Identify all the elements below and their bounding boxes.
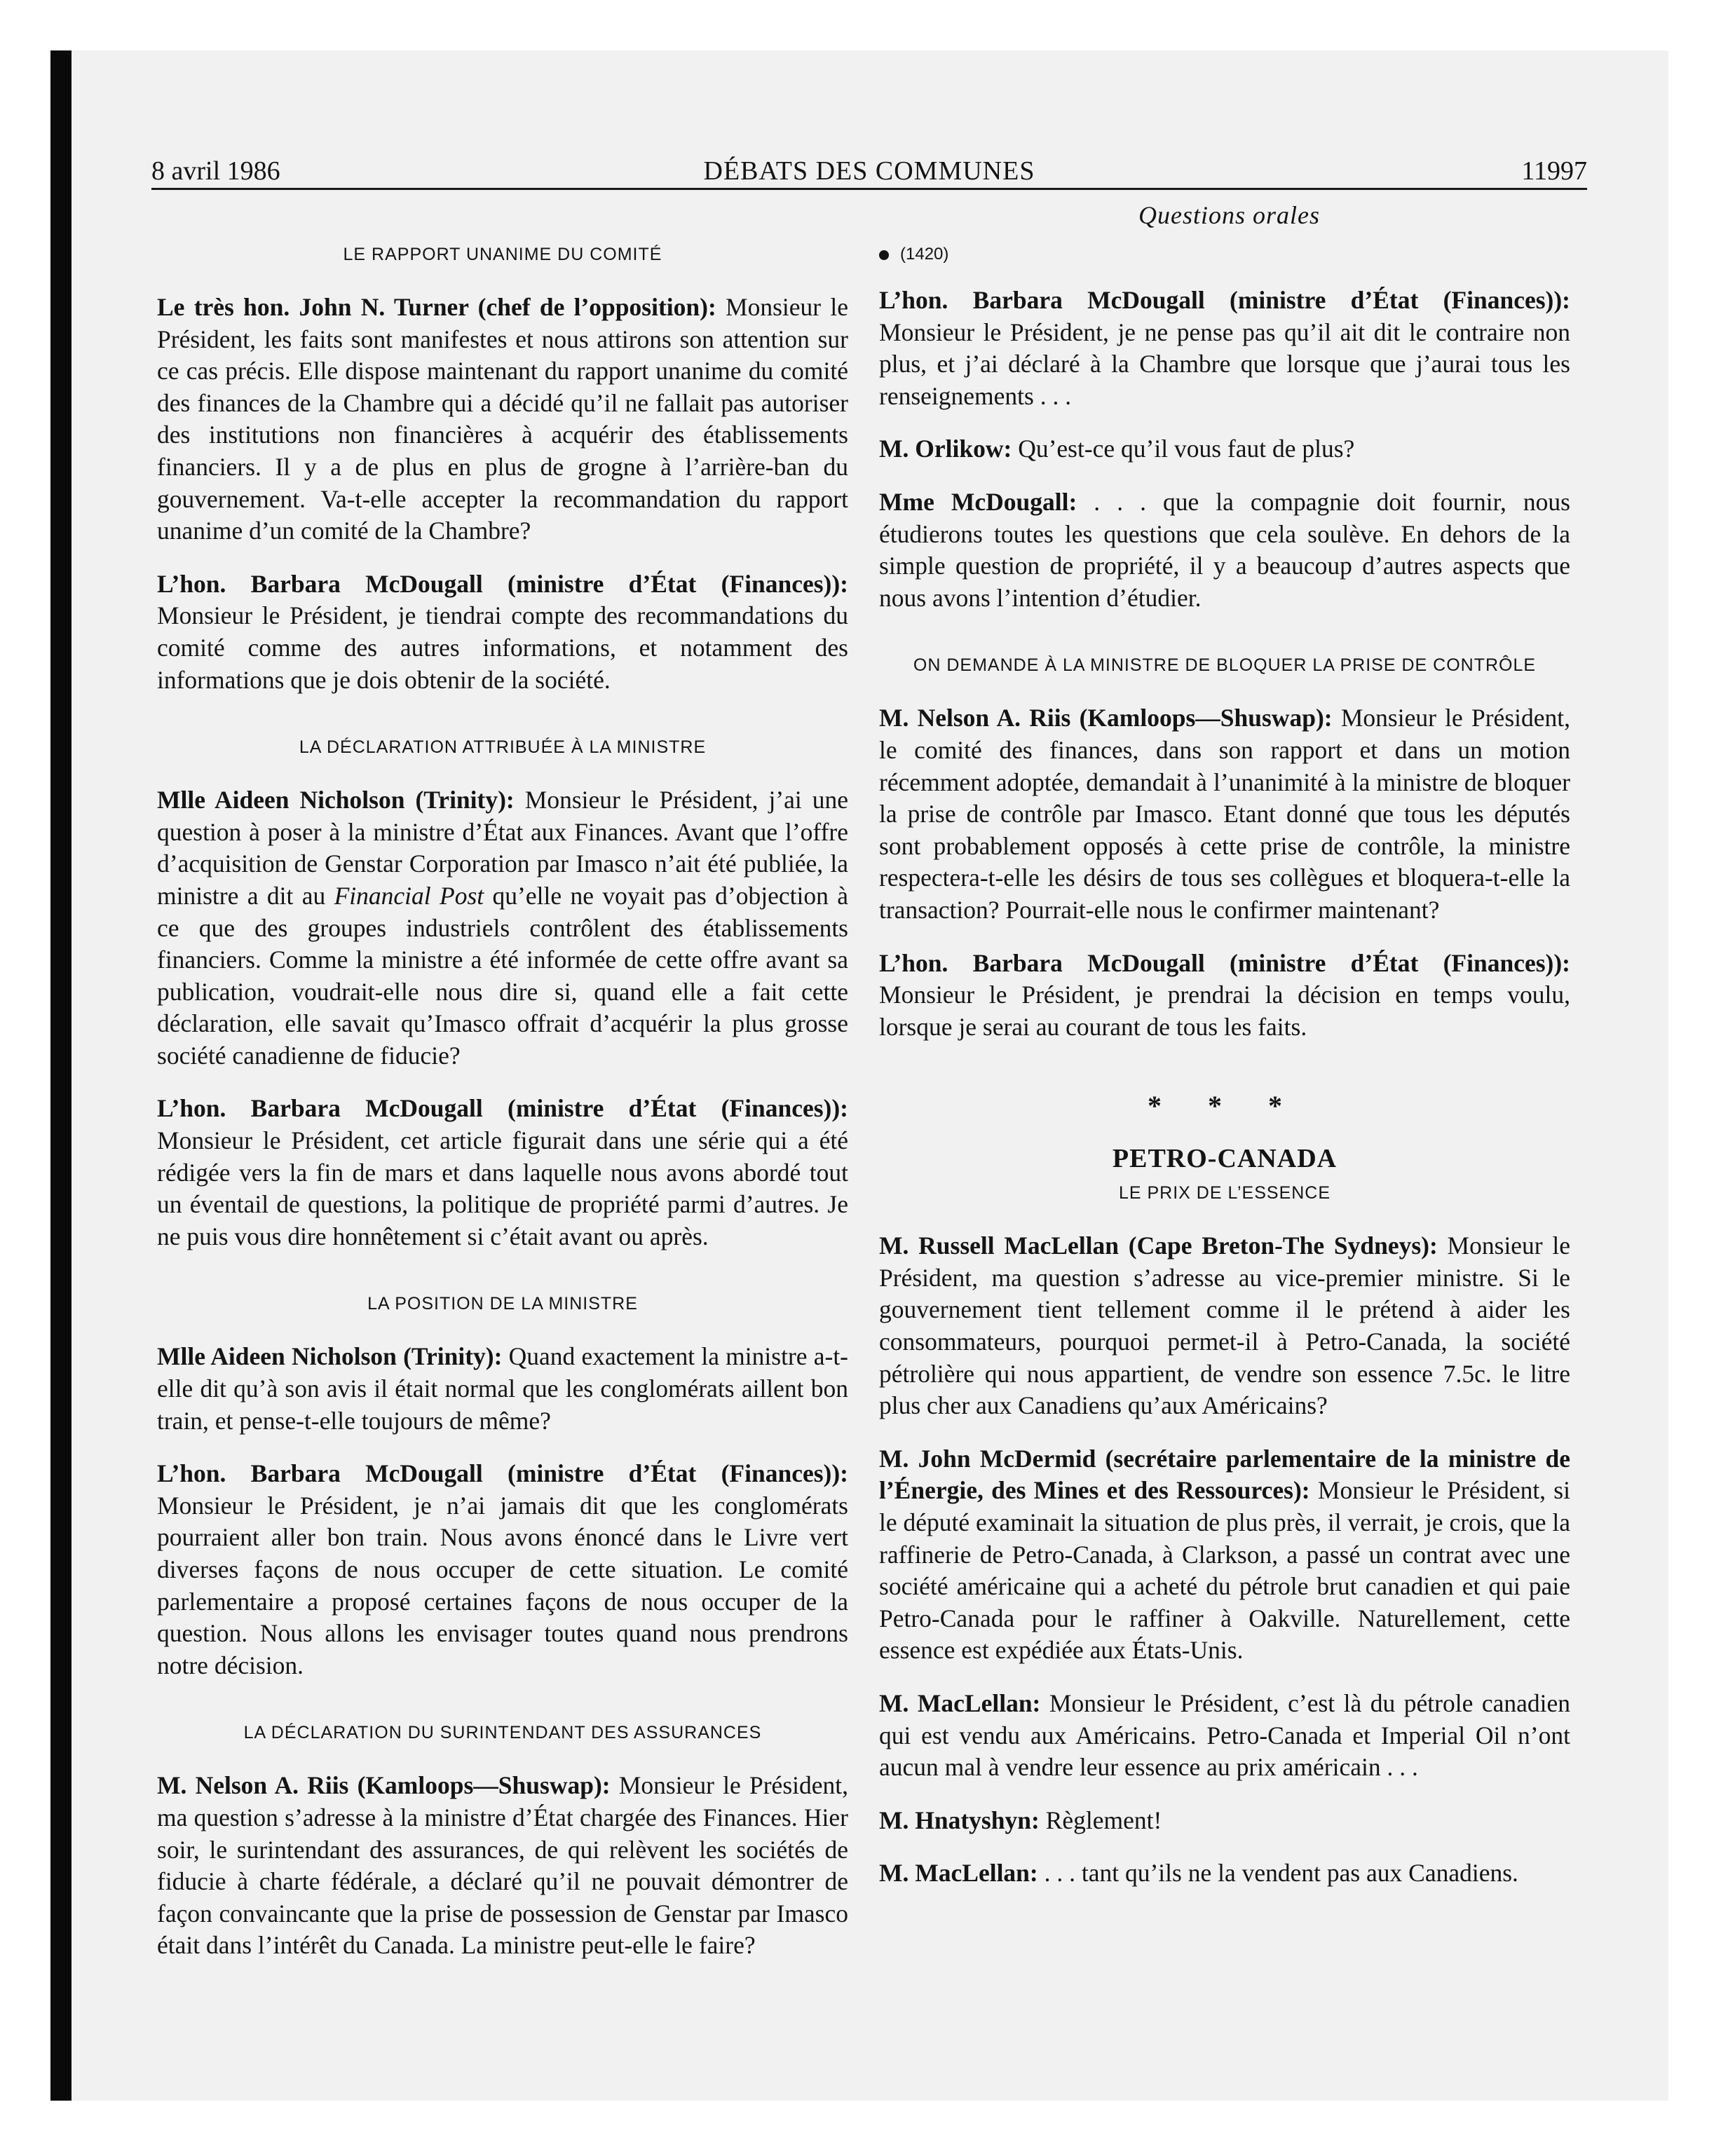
speech-text: Qu’est-ce qu’il vous faut de plus?	[1012, 435, 1355, 463]
speech	[879, 1857, 1570, 1890]
header-page-number: 11997	[1521, 156, 1587, 186]
speaker-name: L’hon. Barbara McDougall (ministre d’État (Finances)):	[157, 569, 848, 598]
speaker-name: M. Orlikow:	[879, 435, 1012, 463]
speaker-name: Mlle Aideen Nicholson (Trinity):	[157, 1342, 503, 1371]
speech-text: Monsieur le Président, j’ai une question à poser à la ministre d’État aux Finances. Avant que l’offre d’acquisition de Genstar Corporation par Imasco n’ait été publiée, la ministre a dit au	[157, 786, 849, 910]
section-title: Questions orales	[1138, 201, 1320, 229]
speech-text: Monsieur le Président, cet article figurait dans une série qui a été rédigée vers la fin de mars et dans laquelle nous avons abordé tout un éventail de questions, la politique de propriété parmi d’autres. Je ne puis vous dire honnêtement si c’était avant ou après.	[157, 1126, 848, 1250]
speech	[879, 1805, 1570, 1837]
speech-text: Monsieur le Président, le comité des finances, dans son rapport et dans un motion récemment adoptée, demandait à l’unanimité à la ministre de bloquer la prise de contrôle par Imasco. Etant donné que tous les députés sont probablement opposés à cette prise de contrôle, la ministre respectera-t-elle les désirs de tous ses collègues et bloquera-t-elle la transaction? Pourrait-elle nous le confirmer maintenant?	[879, 704, 1570, 924]
speech-text: Monsieur le Président, ma question s’adresse au vice-premier ministre. Si le gouvernement tient tellement comme il le prétend à aider les consommateurs, pourquoi permet-il à Petro-Canada, la société pétrolière qui nous appartient, de vendre son essence 7.5c. le litre plus cher aux Canadiens qu’aux Américains?	[879, 1231, 1570, 1420]
speech-text: Monsieur le Président, ma question s’adresse à la ministre d’État chargée des Finances. Hier soir, le surintendant des assurances, de qui relèvent les sociétés de fiducie à charte fédérale, a déclaré qu’il ne pouvait démontrer de façon convaincante que la prise de possession de Genstar par Imasco était dans l’intérêt du Canada. La ministre peut-elle le faire?	[157, 1771, 848, 1960]
topic-title: PETRO-CANADA	[1112, 1144, 1338, 1174]
speech-text: Monsieur le Président, c’est là du pétrole canadien qui est vendu aux Américains. Petro-Canada et Imperial Oil n’ont aucun mal à vendre leur essence au prix américain . . .	[879, 1689, 1570, 1782]
speaker-name: M. Hnatyshyn:	[879, 1806, 1040, 1834]
speaker-name: Mlle Aideen Nicholson (Trinity):	[157, 786, 515, 814]
subject-heading: LA DÉCLARATION DU SURINTENDANT DES ASSURANCES	[243, 1723, 762, 1743]
speech-text: Quand exactement la ministre a-t-elle dit qu’à son avis il était normal que les conglomérats aillent bon train, et pense-t-elle toujours de même?	[157, 1342, 848, 1435]
speech	[157, 1093, 848, 1253]
speech-text: Monsieur le Président, si le député examinait la situation de plus près, il verrait, je crois, que la raffinerie de Petro-Canada, à Clarkson, a passé un contrat avec une société américaine qui a acheté du pétrole brut canadien et qui paie Petro-Canada pour le raffiner à Oakville. Naturellement, cette essence est expédiée aux États-Unis.	[879, 1476, 1570, 1665]
time-marker	[879, 244, 1570, 265]
bullet-icon	[879, 250, 889, 260]
subject-heading: LA DÉCLARATION ATTRIBUÉE À LA MINISTRE	[299, 737, 707, 758]
subject-heading: LE RAPPORT UNANIME DU COMITÉ	[343, 245, 662, 264]
speech	[879, 285, 1570, 412]
speaker-name: M. Nelson A. Riis (Kamloops—Shuswap):	[879, 704, 1333, 732]
speech-text: . . . que la compagnie doit fournir, nous étudierons toutes les questions que cela soulève. En dehors de la simple question de propriété, il y a beaucoup d’autres aspects que nous avons l’intention d’étudier.	[879, 487, 1570, 612]
speech-text: Monsieur le Président, les faits sont manifestes et nous attirons son attention sur ce cas précis. Elle dispose maintenant du rapport unanime du comité des finances de la Chambre qui a décidé qu’il ne fallait pas autoriser des institutions non financières à acquérir des établissements financiers. Il y a de plus en plus de grogne à l’arrière-ban du gouvernement. Va-t-elle accepter la recommandation du rapport unanime d’un comité de la Chambre?	[157, 293, 848, 545]
speech	[879, 486, 1570, 614]
speech	[879, 702, 1570, 926]
speech-text: . . . tant qu’ils ne la vendent pas aux Canadiens.	[1037, 1859, 1518, 1888]
header-publication: DÉBATS DES COMMUNES	[703, 156, 1035, 186]
speech-text: Monsieur le Président, je tiendrai compte des recommandations du comité comme des autres informations, et notamment des informations que je dois obtenir de la société.	[157, 601, 848, 694]
speech	[879, 1688, 1570, 1784]
speaker-name: M. MacLellan:	[879, 1859, 1038, 1888]
speaker-name: M. John McDermid (secrétaire parlementaire de la ministre de l’Énergie, des Mines et des Ressources):	[879, 1444, 1570, 1505]
speech	[879, 1230, 1570, 1422]
speech	[157, 568, 848, 696]
speech	[157, 1458, 848, 1681]
right-column	[879, 238, 1570, 1890]
speaker-name: Le très hon. John N. Turner (chef de l’opposition):	[157, 293, 716, 321]
speaker-name: M. Nelson A. Riis (Kamloops—Shuswap):	[157, 1771, 611, 1800]
left-column	[157, 238, 848, 1962]
speech	[157, 784, 848, 1072]
time-stamp: (1420)	[900, 245, 949, 264]
speech-text: Règlement!	[1039, 1806, 1162, 1834]
section-separator: * * *	[1148, 1090, 1302, 1122]
speaker-name: M. MacLellan:	[879, 1689, 1041, 1717]
speaker-name: M. Russell MacLellan (Cape Breton-The Sydneys):	[879, 1231, 1438, 1260]
subject-heading: LA POSITION DE LA MINISTRE	[367, 1294, 638, 1314]
speaker-name: Mme McDougall:	[879, 487, 1077, 516]
speaker-name: L’hon. Barbara McDougall (ministre d’État (Finances)):	[157, 1459, 848, 1488]
publication-name: Financial Post	[334, 881, 484, 910]
subject-heading: ON DEMANDE À LA MINISTRE DE BLOQUER LA PRISE DE CONTRÔLE	[913, 655, 1537, 676]
speech-text: Monsieur le Président, je ne pense pas qu’il ait dit le contraire non plus, et j’ai déclaré à la Chambre que lorsque que j’aurai tous les renseignements . . .	[879, 318, 1570, 410]
binding-edge	[50, 50, 72, 2101]
speech	[157, 292, 848, 547]
speech	[879, 1443, 1570, 1667]
speech	[157, 1770, 848, 1962]
page-header	[151, 151, 1587, 191]
speaker-name: L’hon. Barbara McDougall (ministre d’État (Finances)):	[157, 1094, 848, 1123]
speech-text: Monsieur le Président, je prendrai la décision en temps voulu, lorsque je serai au courant de tous les faits.	[879, 981, 1570, 1041]
speech	[157, 1341, 848, 1437]
speech-text: qu’elle ne voyait pas d’objection à ce que des groupes industriels contrôlent des établissements financiers. Comme la ministre a été informée de cette offre avant sa publication, voudrait-elle nous dire si, quand elle a fait cette déclaration, elle savait qu’Imasco offrait d’acquérir la plus grosse société canadienne de fiducie?	[157, 881, 848, 1070]
speech	[879, 948, 1570, 1044]
speech	[879, 433, 1570, 465]
header-date: 8 avril 1986	[151, 156, 280, 186]
header-rule	[151, 188, 1587, 190]
subject-heading: LE PRIX DE L’ESSENCE	[1118, 1183, 1331, 1203]
speech-text: Monsieur le Président, je n’ai jamais dit que les conglomérats pourraient aller bon train. Nous avons énoncé dans le Livre vert diverses façons de nous occuper de cette situation. Le comité parlementaire a proposé certaines façons de nous occuper de la question. Nous allons les envisager toutes quand nous prendrons notre décision.	[157, 1491, 848, 1679]
speaker-name: L’hon. Barbara McDougall (ministre d’État (Finances)):	[879, 286, 1570, 314]
speaker-name: L’hon. Barbara McDougall (ministre d’État (Finances)):	[879, 948, 1570, 977]
